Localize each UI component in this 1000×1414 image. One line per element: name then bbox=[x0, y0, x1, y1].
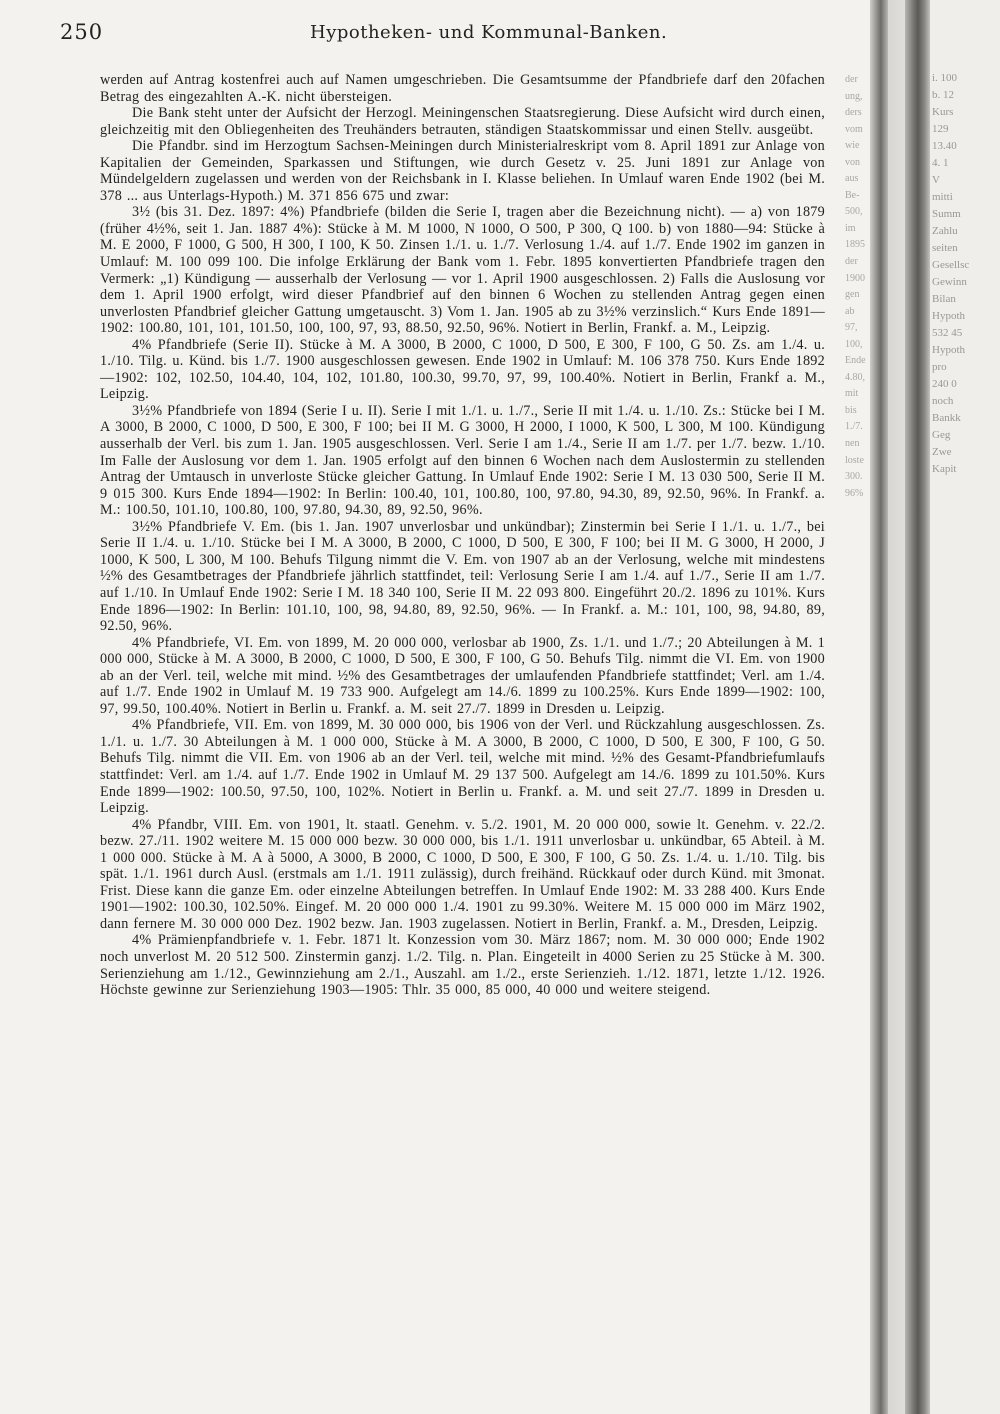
margin-text-fragments bbox=[845, 72, 869, 502]
margin-fragment: aus bbox=[845, 173, 859, 185]
margin-fragment: 4.80, bbox=[845, 371, 865, 383]
facing-page-fragment: 4. 1 bbox=[932, 157, 949, 169]
facing-page-fragment: seiten bbox=[932, 242, 958, 254]
facing-page-fragment: Bilan bbox=[932, 293, 956, 305]
body-text bbox=[100, 72, 825, 999]
facing-page-fragment: Zahlu bbox=[932, 225, 958, 237]
facing-page-fragment: 13.40 bbox=[932, 140, 957, 152]
page-header bbox=[60, 20, 860, 50]
facing-page-fragment: Geg bbox=[932, 429, 951, 441]
facing-page-fragment: Summ bbox=[932, 208, 961, 220]
margin-fragment: loste bbox=[845, 454, 864, 466]
facing-page-fragment: noch bbox=[932, 395, 954, 407]
margin-fragment: ung, bbox=[845, 90, 863, 102]
facing-page-text-fragments bbox=[932, 70, 1000, 478]
paragraph: 4% Pfandbriefe, VI. Em. von 1899, M. 20 000 000, verlosbar ab 1900, Zs. 1./1. und 1./7.; 20 Abteilungen à M. 1 000 000, Stücke à M. A 3000, B 2000, C 1000, D 500, E 300, F 100, G 50. Behufs Tilg. nimmt die VI. Em. von 1900 ab an der Verl. teil, welche mit mind. ½% des Gesamtbetrages der umlaufenden Pfandbriefe stattfindet; Verl. am 1./4. auf 1./7. Ende 1902 in Umlauf M. 19 733 900. Aufgelegt am 14./6. 1899 zu 100.25%. Kurs Ende 1899—1902: 100, 97, 99.50, 100.40%. Notiert in Berlin u. Frankf. a. M. seit 27./7. 1899 in Dresden u. Leipzig. bbox=[100, 634, 825, 717]
margin-fragment: der bbox=[845, 74, 858, 85]
margin-fragment: Ende bbox=[845, 355, 866, 367]
facing-page-fragment: Gewinn bbox=[932, 276, 967, 288]
page-number: 250 bbox=[60, 20, 104, 44]
margin-fragment: ders bbox=[845, 107, 862, 119]
paragraph: Die Pfandbr. sind im Herzogtum Sachsen-Meiningen durch Ministerialreskript vom 8. April 1891 zur Anlage von Kapitalien der Gemeinden, Sparkassen und Stiftungen, wie durch Gesetz v. 25. Juni 1891 zur Anlage von Mündelgeldern zugelassen und werden von der Reichsbank in I. Klasse beliehen. In Umlauf waren Ende 1902 (bei M. 378 ... aus Unterlags-Hypoth.) M. 371 856 675 und zwar: bbox=[100, 138, 825, 204]
facing-page-fragment: Hypoth bbox=[932, 344, 965, 356]
facing-page-fragment: Kurs bbox=[932, 106, 954, 118]
margin-fragment: bis bbox=[845, 404, 857, 416]
facing-page-fragment: b. 12 bbox=[932, 89, 954, 101]
margin-fragment: 500, bbox=[845, 206, 863, 218]
margin-fragment: 96% bbox=[845, 487, 864, 499]
facing-page-fragment: mitti bbox=[932, 191, 953, 203]
paragraph: 3½% Pfandbriefe V. Em. (bis 1. Jan. 1907 unverlosbar und unkündbar); Zinstermin bei Serie I 1./1. u. 1./7., bei Serie II 1./4. u. 1./10. Stücke bei I M. A 3000, B 2000, C 1000, D 500, E 300, F 100; bei II M. G 3000, H 2000, J 1000, K 500, L 300, M 100. Behufs Tilgung nimmt die V. Em. von 1907 ab an der Verlosung, welche mit mindestens ½% des Gesamtbetrages der Pfandbriefe jährlich stattfindet, teil: Verlosung Serie I am 1./4. auf 1./7., Serie II am 1./7. auf 1./10. In Umlauf Ende 1902: Serie I M. 18 340 100, Serie II M. 22 093 800. Eingeführt 20./2. 1896 zu 101%. Kurs Ende 1896—1902: In Berlin: 101.10, 100, 98, 94.80, 89, 92.50, 96%. — In Frankf. a. M.: 101, 100, 98, 94.80, 89, 92.50, 96%. bbox=[100, 518, 825, 635]
facing-page-fragment: Zwe bbox=[932, 446, 952, 458]
margin-fragment: 300. bbox=[845, 471, 863, 483]
paragraph: Die Bank steht unter der Aufsicht der Herzogl. Meiningenschen Staatsregierung. Diese Aufsicht wird durch einen, gleichzeitig mit den Obliegenheiten des Treuhänders betrauten, ständigen Staatskommissar und einen Stellv. ausgeübt. bbox=[100, 105, 825, 138]
margin-fragment: ab bbox=[845, 305, 855, 317]
paragraph: 4% Pfandbriefe, VII. Em. von 1899, M. 30 000 000, bis 1906 von der Verl. und Rückzahlung ausgeschlossen. Zs. 1./1. u. 1./7. 30 Abteilungen à M. 1 000 000, Stücke à M. A 3000, B 2000, C 1000, D 500, E 300, F 100, G 50. Behufs Tilg. nimmt die VII. Em. von 1906 ab an der Verl. teil, welche mit mind. ½% des Gesamt-Pfandbriefumlaufs stattfindet: Verl. am 1./4. auf 1./7. Ende 1902 in Umlauf M. 29 137 500. Aufgelegt am 14./6. 1899 zu 101.50%. Kurs Ende 1899—1902: 100.50, 97.50, 100, 102%. Notiert in Berlin u. Frankf. a. M. und seit 27./7. 1899 in Dresden u. Leipzig. bbox=[100, 717, 825, 817]
paragraph: 4% Pfandbriefe (Serie II). Stücke à M. A 3000, B 2000, C 1000, D 500, E 300, F 100, G 50. Zs. am 1./4. u. 1./10. Tilg. u. Künd. bis 1./7. 1900 ausgeschlossen gewesen. Ende 1902 in Umlauf: M. 106 378 750. Kurs Ende 1892—1902: 102, 102.50, 104.40, 104, 102, 101.80, 100.30, 99.70, 97, 99, 100.40%. Notiert in Berlin, Frankf a. M., Leipzig. bbox=[100, 336, 825, 403]
running-title: Hypotheken- und Kommunal-Banken. bbox=[310, 22, 668, 43]
facing-page-fragment: Kapit bbox=[932, 463, 957, 475]
margin-fragment: nen bbox=[845, 438, 860, 450]
margin-fragment: 97, bbox=[845, 322, 858, 334]
facing-page-fragment: 532 45 bbox=[932, 327, 963, 339]
paragraph: 4% Prämienpfandbriefe v. 1. Febr. 1871 lt. Konzession vom 30. März 1867; nom. M. 30 000 000; Ende 1902 noch unverlost M. 20 512 500. Zinstermin ganzj. 1./2. Tilg. n. Plan. Eingeteilt in 4000 Serien zu 25 Stücke à M. 300. Serienziehung am 1./12., Gewinnziehung am 2./1., Auszahl. am 1./2., erste Serienzieh. 1./12. 1871, letzte 1./12. 1926. Höchste gewinne zur Serienziehung 1903—1905: Thlr. 35 000, 85 000, 40 000 und weitere steigend. bbox=[100, 932, 825, 999]
margin-fragment: gen bbox=[845, 289, 860, 301]
paragraph: 3½ (bis 31. Dez. 1897: 4%) Pfandbriefe (bilden die Serie I, tragen aber die Bezeichnung nicht). — a) von 1879 (früher 4½%, seit 1. Jan. 1887 4%): Stücke à M. M 1000, N 1000, O 500, P 300, Q 100. b) von 1880—94: Stücke à M. E 2000, F 1000, G 500, H 300, I 100, K 50. Zinsen 1./1. u. 1./7. Verlosung 1./4. auf 1./7. Ende 1902 im ganzen in Umlauf: M. 100 099 100. Die infolge Erklärung der Bank vom 1. Febr. 1895 konvertierten Pfandbriefe tragen den Vermerk: „1) Kündigung — ausserhalb der Verlosung — vor 1. April 1900 ausgeschlossen. 2) Falls die Auslosung vor dem 1. April 1900 erfolgt, wird dieser Pfandbrief auf den binnen 6 Wochen zu stellenden Antrag gegen einen unverlosten Pfandbrief gleicher Gattung umgetauscht. 3) Vom 1. Jan. 1905 ab zu 3½% verzinslich.“ Kurs Ende 1891—1902: 100.80, 101, 101, 101.50, 100, 100, 97, 93, 88.50, 92.50, 96%. Notiert in Berlin, Frankf. a. M., Leipzig. bbox=[100, 204, 825, 337]
paragraph: werden auf Antrag kostenfrei auch auf Namen umgeschrieben. Die Gesamtsumme der Pfandbriefe darf den 20fachen Betrag des eingezahlten A.-K. nicht übersteigen. bbox=[100, 72, 825, 105]
facing-page-fragment: i. 100 bbox=[932, 72, 958, 84]
margin-fragment: im bbox=[845, 222, 856, 234]
margin-fragment: 1./7. bbox=[845, 421, 863, 433]
margin-fragment: 1895 bbox=[845, 239, 865, 251]
margin-fragment: Be- bbox=[845, 189, 860, 201]
binding-shadow bbox=[905, 0, 931, 1414]
margin-fragment: vom bbox=[845, 123, 863, 135]
margin-fragment: wie bbox=[845, 140, 860, 152]
facing-page-fragment: Hypoth bbox=[932, 310, 965, 322]
margin-fragment: der bbox=[845, 256, 858, 268]
facing-page-fragment: 129 bbox=[932, 123, 949, 135]
margin-fragment: von bbox=[845, 156, 860, 168]
facing-page-fragment: pro bbox=[932, 361, 947, 373]
paragraph: 4% Pfandbr, VIII. Em. von 1901, lt. staatl. Genehm. v. 5./2. 1901, M. 20 000 000, sowie lt. Genehm. v. 22./2. bezw. 27./11. 1902 weitere M. 15 000 000 bezw. 30 000 000, bis 1./1. 1911 unverlosbar u. unkündbar, 65 Abteil. à M. 1 000 000. Stücke à M. A à 5000, A 3000, B 2000, C 1000, D 500, E 300, F 100, G 50. Zs. 1./4. u. 1./10. Tilg. bis spät. 1./1. 1961 durch Ausl. (erstmals am 1./1. 1911 zulässig), durch freihänd. Rückkauf oder durch Künd. mit 3monat. Frist. Diese kann die ganze Em. oder einzelne Abteilungen betreffen. In Umlauf Ende 1902: M. 33 288 400. Kurs Ende 1901—1902: 100.30, 102.50%. Eingef. M. 20 000 000 1./4. 1901 zu 99.30%. Weitere M. 15 000 000 im März 1902, dann fernere M. 30 000 000 Dez. 1902 bezw. Jan. 1903 zugelassen. Notiert in Berlin, Frankf. a. M., Dresden, Leipzig. bbox=[100, 816, 825, 932]
facing-page-fragment: Bankk bbox=[932, 412, 961, 424]
page-gutter-shadow bbox=[870, 0, 888, 1414]
facing-page-fragment: 240 0 bbox=[932, 378, 957, 390]
margin-fragment: mit bbox=[845, 388, 859, 400]
facing-page-fragment: Gesellsc bbox=[932, 259, 970, 271]
paragraph: 3½% Pfandbriefe von 1894 (Serie I u. II). Serie I mit 1./1. u. 1./7., Serie II mit 1./4. u. 1./10. Zs.: Stücke bei I M. A 3000, B 2000, C 1000, D 500, E 300, F 100; bei II M. G 3000, H 2000, I 1000, K 500, L 300, M 100. Kündigung ausserhalb der Verl. bis zum 1. Jan. 1905 ausgeschlossen. Verl. Serie I am 1./4., Serie II am 1./7. per 1./7. bezw. 1./10. Im Falle der Auslosung vor dem 1. Jan. 1905 erfolgt auf den binnen 6 Wochen nach dem Auslostermin zu stellenden Antrag der Umtausch in unverloste Stücke gleicher Gattung. In Umlauf Ende 1902: Serie I M. 13 030 500, Serie II M. 9 015 300. Kurs Ende 1894—1902: In Berlin: 100.40, 101, 100.80, 100, 97.80, 94.30, 89, 92.50, 96%. In Frankf. a. M.: 100.50, 101.10, 100.80, 100, 97.80, 94.30, 89, 92.50, 96%. bbox=[100, 402, 825, 519]
margin-fragment: 100, bbox=[845, 338, 863, 350]
margin-fragment: 1900 bbox=[845, 272, 865, 284]
facing-page-fragment: V bbox=[932, 174, 940, 186]
